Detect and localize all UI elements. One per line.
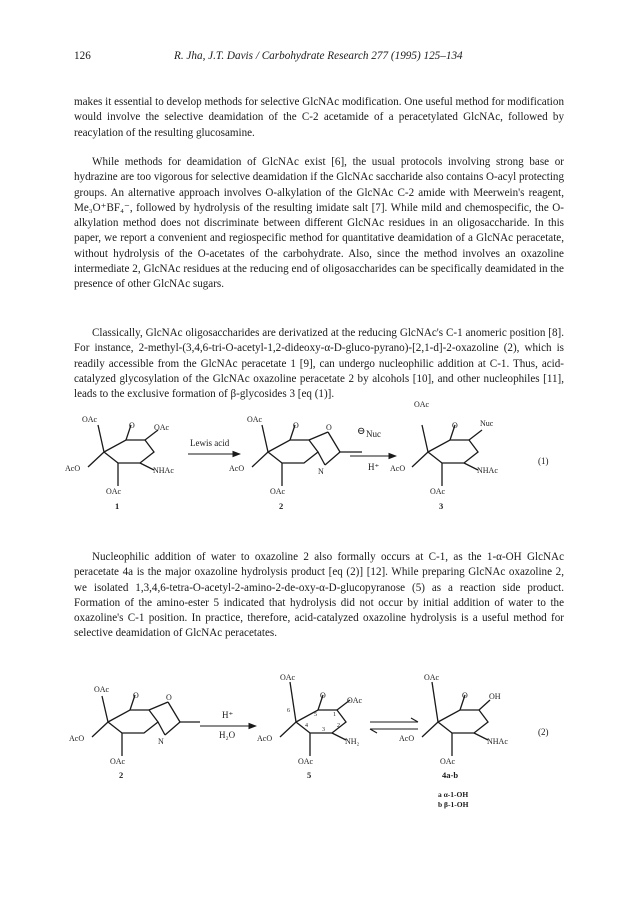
compound-1-structure <box>88 425 158 486</box>
page-number: 126 <box>74 50 91 62</box>
ring-number: 1 <box>333 712 336 718</box>
ring-oxygen: O <box>129 421 135 430</box>
label-aco: AcO <box>229 464 245 473</box>
anomer-note-a: a α-1-OH <box>438 790 469 799</box>
label-nhac: NHAc <box>153 466 174 475</box>
label-oac: OAc <box>414 400 430 409</box>
ring-oxygen: O <box>462 691 468 700</box>
ring-oxygen: O <box>452 421 458 430</box>
ring-number: 4 <box>305 723 308 729</box>
paragraph-text: Classically, GlcNAc oligosaccharides are derivatized at the reducing GlcNAc's C-1 anomeric position [8]. For instance, 2-methyl-(3,4,6-tri-O-acetyl-1,2-dideoxy-α-D-gluco-pyrano)-[2,1-d]-2-oxazoline (2), which is readily accessible from the GlcNAc peracetate 1 [9], can undergo nucleophilic addition at C-1. Thus, acid-catalyzed glycosylation of the GlcNAc oxazoline peracetate 2 by alcohols [10], and other nucleophiles [11], leads to the exclusive formation of β-glycosides 3 [eq (1)]. <box>74 327 564 401</box>
label-aco: AcO <box>257 734 273 743</box>
compound-number-5: 5 <box>307 770 312 780</box>
equation-number-2: (2) <box>538 727 549 737</box>
running-title: R. Jha, J.T. Davis / Carbohydrate Research 277 (1995) 125–134 <box>174 50 463 62</box>
oxazoline-oxygen: O <box>326 423 332 432</box>
scheme-2 <box>69 673 549 809</box>
label-oac: OAc <box>82 415 98 424</box>
label-oac: OAc <box>424 673 440 682</box>
ring-number: 5 <box>314 712 317 718</box>
ring-number: 3 <box>322 727 325 733</box>
compound-number-1: 1 <box>115 501 120 511</box>
reagent-lewis-acid: Lewis acid <box>190 438 230 448</box>
label-aco: AcO <box>399 734 415 743</box>
label-nh2: NH₂ <box>345 737 360 746</box>
ring-oxygen: O <box>320 691 326 700</box>
label-oh: OH <box>489 692 501 701</box>
paragraph-text: Nucleophilic addition of water to oxazoline 2 also formally occurs at C-1, as the 1-α-OH GlcNAc peracetate 4a is the major oxazoline hydrolysis product [eq (2)] [12]. While preparing GlcNAc oxazoline 2, we isolated 1,3,4,6-tetra-O-acetyl-2-amino-2-de-oxy-α-D-glucopyranose (5) as a reaction side product. Formation of the amino-ester 5 indicated that hydrolysis did not occur by initial addition of water to the oxazoline's C-1 position. In practice, therefore, acid-catalyzed oxazoline hydrolysis is a useful method for selective deamidation of GlcNAc peracetates. <box>74 551 564 640</box>
compound-number-2: 2 <box>279 501 284 511</box>
anion-symbol: ⊖ <box>357 426 366 437</box>
label-nhac: NHAc <box>477 466 498 475</box>
ring-oxygen: O <box>293 421 299 430</box>
label-oac: OAc <box>440 757 456 766</box>
label-nuc: Nuc <box>480 419 494 428</box>
nucleophile-label: Nuc <box>366 429 381 439</box>
label-oac: OAc <box>106 487 122 496</box>
label-oac: OAc <box>347 696 363 705</box>
paragraph-text: makes it essential to develop methods for selective GlcNAc modification. One useful method for modification would involve the selective deamidation of the C-2 acetamide of a peracetylated GlcNAc, followed by reacylation of the resulting glucosamine. <box>74 96 564 139</box>
compound-2-structure <box>252 425 362 486</box>
equation-number-1: (1) <box>538 456 549 466</box>
label-oac: OAc <box>270 487 286 496</box>
ring-oxygen: O <box>133 691 139 700</box>
paragraph-text: While methods for deamidation of GlcNAc exist [6], the usual protocols involving strong base or hydrazine are too vigorous for selective deamidation if the GlcNAc saccharide also contains O-acyl protecting groups. An alternative approach involves O-alkylation of the GlcNAc C-2 amide with Meerwein's reagent, Me₃O⁺BF₄⁻, followed by hydrolysis of the resulting imidate salt [7]. While mild and chemospecific, the O-alkylation method does not discriminate between different GlcNAc residues in an oligosaccharide. In this paper, we report a convenient and regiospecific method for quantitative deamidation of a GlcNAc peracetate, without hydrolysis of the O-acetates of the carbohydrate. Also, since the method involves an oxazoline intermediate 2, GlcNAc residues at the reducing end of oligosaccharides can be specifically deamidated in the presence of other GlcNAc sugars. <box>74 156 564 291</box>
water-reagent: H₂O <box>219 730 236 740</box>
oxazoline-nitrogen: N <box>158 737 164 746</box>
scheme-1 <box>65 400 549 511</box>
label-oac: OAc <box>247 415 263 424</box>
oxazoline-nitrogen: N <box>318 467 324 476</box>
ring-number: 6 <box>287 708 290 714</box>
label-aco: AcO <box>65 464 81 473</box>
label-oac: OAc <box>298 757 314 766</box>
label-nhac: NHAc <box>487 737 508 746</box>
compound-3-structure <box>412 425 482 486</box>
label-aco: AcO <box>390 464 406 473</box>
compound-5-structure <box>280 682 350 756</box>
equilibrium-arrows <box>370 718 418 733</box>
compound-2-structure <box>92 695 200 756</box>
compound-number-2: 2 <box>119 770 124 780</box>
acid-catalyst: H⁺ <box>368 462 380 472</box>
label-oac: OAc <box>280 673 296 682</box>
oxazoline-oxygen: O <box>166 693 172 702</box>
compound-4-structure <box>422 682 490 756</box>
anomer-note-b: b β-1-OH <box>438 800 469 809</box>
compound-number-4ab: 4a-b <box>442 770 459 780</box>
ring-number: 2 <box>337 723 340 729</box>
compound-number-3: 3 <box>439 501 444 511</box>
label-aco: AcO <box>69 734 85 743</box>
label-oac: OAc <box>430 487 446 496</box>
acid-catalyst: H⁺ <box>222 710 234 720</box>
label-oac: OAc <box>154 423 170 432</box>
label-oac: OAc <box>110 757 126 766</box>
label-oac: OAc <box>94 685 110 694</box>
